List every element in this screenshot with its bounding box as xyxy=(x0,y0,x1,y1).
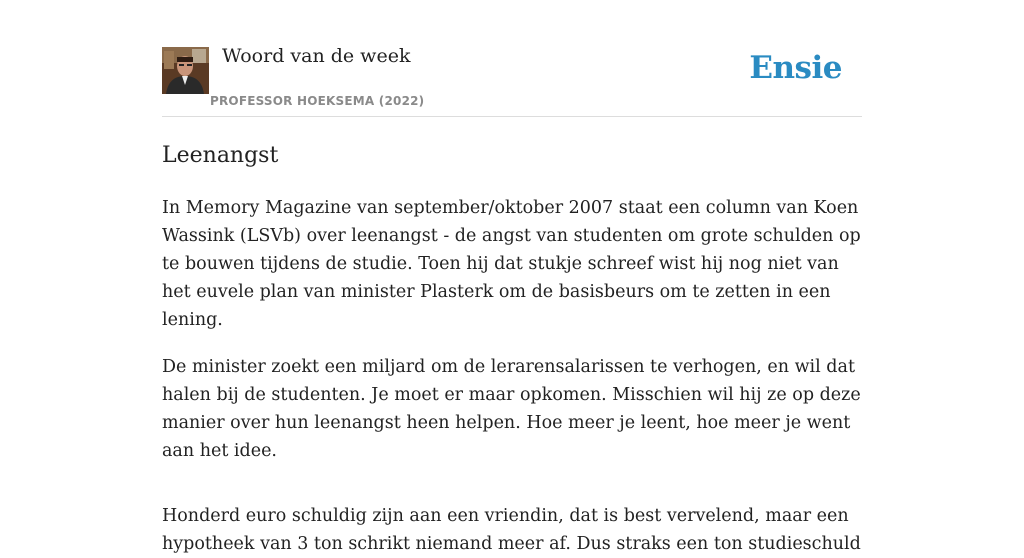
author-avatar[interactable] xyxy=(162,47,209,94)
person-photo-icon xyxy=(162,47,209,94)
paragraph: Honderd euro schuldig zijn aan een vriendin, dat is best vervelend, maar een hypotheek van 3 ton schrikt niemand meer af. Dus straks een ton studieschuld xyxy=(162,506,861,554)
brand-logo[interactable]: Ensie xyxy=(749,50,842,86)
blog-title[interactable]: Woord van de week xyxy=(222,45,411,67)
post-title: Leenangst xyxy=(162,143,279,168)
author-name[interactable]: PROFESSOR HOEKSEMA (2022) xyxy=(210,94,425,108)
paragraph: De minister zoekt een miljard om de lerarensalarissen te verhogen, en wil dat halen bij de studenten. Je moet er maar opkomen. Misschien wil hij ze op deze manier over hun leenangst heen helpen. Hoe meer je leent, hoe meer je went aan het idee. xyxy=(162,357,861,461)
paragraph: In Memory Magazine van september/oktober 2007 staat een column van Koen Wassink (LSVb) over leenangst - de angst van studenten om grote schulden op te bouwen tijdens de studie. Toen hij dat stukje schreef wist hij nog niet van het euvele plan van minister Plasterk om de basisbeurs om te zetten in een lening. xyxy=(162,198,861,330)
post-body xyxy=(162,194,862,558)
article-page xyxy=(162,0,862,558)
article-header xyxy=(162,0,862,117)
